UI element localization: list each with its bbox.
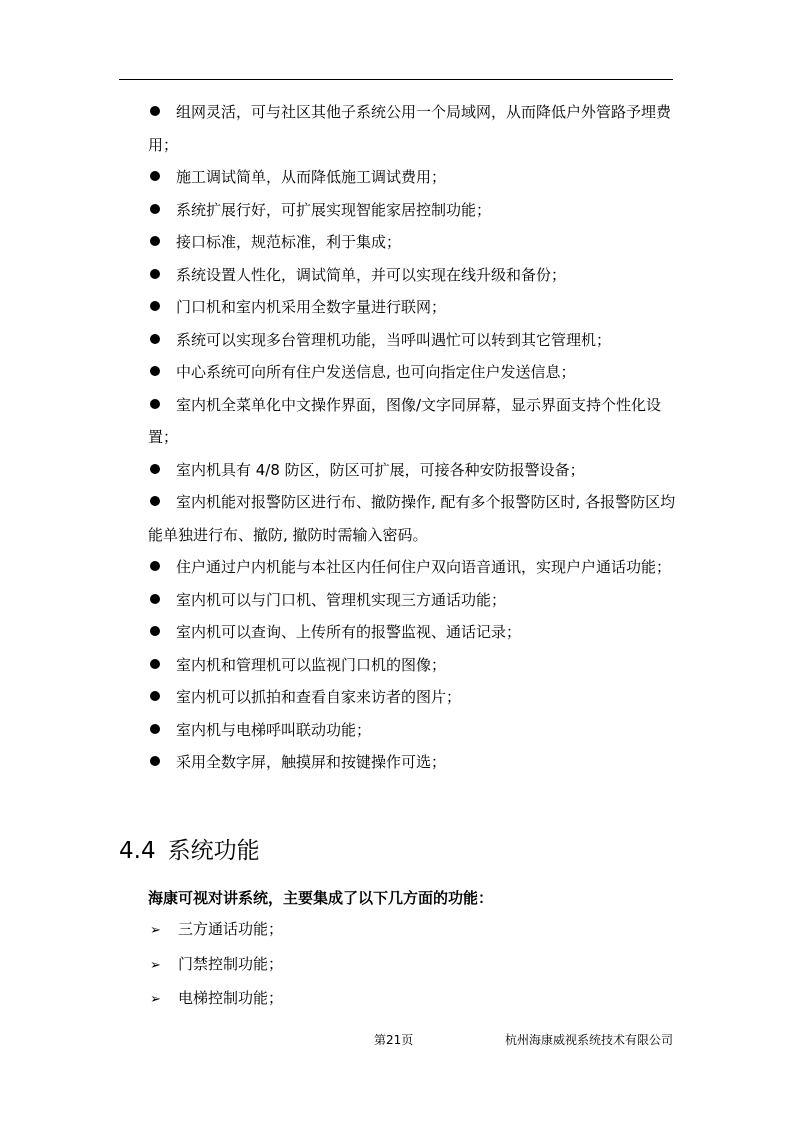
bullet-dot-icon — [150, 334, 160, 344]
bullet-dot-icon — [150, 756, 160, 766]
list-item — [148, 291, 678, 324]
list-item — [148, 226, 678, 259]
arrow-bullet-icon: ➢ — [150, 923, 161, 938]
list-item — [148, 913, 283, 948]
list-item-text: 三方通话功能； — [178, 920, 284, 938]
section-intro: 海康可视对讲系统，主要集成了以下几方面的功能： — [148, 889, 494, 907]
bullet-dot-icon — [150, 496, 160, 506]
list-item — [148, 96, 678, 161]
section-number: 4.4 — [119, 838, 156, 864]
page-number: 第21页 — [374, 1033, 414, 1047]
arrow-bullet-icon: ➢ — [150, 992, 161, 1007]
list-item-text: 中心系统可向所有住户发送信息, 也可向指定住户发送信息； — [176, 363, 576, 381]
feature-bullet-list — [148, 96, 678, 779]
list-item-text: 住户通过户内机能与本社区内任何住户双向语音通讯，实现户户通话功能； — [176, 558, 672, 576]
list-item-text: 室内机能对报警防区进行布、撤防操作, 配有多个报警防区时, 各报警防区均能单独进行布、撤防, 撤防时需输入密码。 — [148, 493, 676, 544]
bullet-dot-icon — [150, 594, 160, 604]
list-item-text: 采用全数字屏，触摸屏和按键操作可选； — [176, 753, 447, 771]
list-item-text: 室内机全菜单化中文操作界面，图像/文字同屏幕，显示界面支持个性化设置； — [148, 395, 662, 446]
arrow-bullet-icon: ➢ — [150, 957, 161, 973]
section-heading — [119, 833, 260, 869]
bullet-dot-icon — [150, 691, 160, 701]
list-item — [148, 551, 678, 584]
bullet-dot-icon — [150, 561, 160, 571]
list-item-text: 接口标准，规范标准，利于集成； — [176, 233, 402, 251]
list-item-text: 门口机和室内机采用全数字量进行联网； — [176, 298, 447, 316]
list-item — [148, 259, 678, 292]
list-item-text: 门禁控制功能； — [178, 954, 284, 973]
list-item — [148, 454, 678, 487]
list-item — [148, 389, 678, 454]
bullet-dot-icon — [150, 171, 160, 181]
bullet-dot-icon — [150, 366, 160, 376]
list-item-text: 组网灵活，可与社区其他子系统公用一个局域网，从而降低户外管路予埋费用； — [148, 103, 672, 154]
bullet-dot-icon — [150, 236, 160, 246]
bullet-dot-icon — [150, 724, 160, 734]
list-item-text: 室内机和管理机可以监视门口机的图像； — [176, 655, 447, 674]
list-item — [148, 681, 678, 714]
list-item — [148, 982, 283, 1017]
bullet-dot-icon — [150, 399, 160, 409]
list-item — [148, 649, 678, 682]
list-item-text: 系统设置人性化，调试简单，并可以实现在线升级和备份； — [176, 265, 567, 284]
list-item-text: 电梯控制功能； — [178, 989, 284, 1007]
function-list — [148, 913, 283, 1017]
list-item-text: 施工调试简单，从而降低施工调试费用； — [176, 168, 447, 186]
list-item-text: 室内机可以抓拍和查看自家来访者的图片； — [176, 688, 462, 706]
list-item — [148, 161, 678, 194]
list-item — [148, 746, 678, 779]
bullet-dot-icon — [150, 659, 160, 669]
list-item — [148, 324, 678, 357]
list-item-text: 室内机可以查询、上传所有的报警监视、通话记录； — [176, 623, 522, 641]
section-title: 系统功能 — [167, 838, 260, 864]
header-rule — [119, 79, 673, 80]
list-item — [148, 194, 678, 227]
bullet-dot-icon — [150, 106, 160, 116]
list-item-text: 室内机与电梯呼叫联动功能； — [176, 720, 372, 739]
list-item — [148, 584, 678, 617]
bullet-dot-icon — [150, 464, 160, 474]
bullet-dot-icon — [150, 626, 160, 636]
list-item — [148, 948, 283, 983]
bullet-dot-icon — [150, 204, 160, 214]
list-item — [148, 356, 678, 389]
bullet-dot-icon — [150, 269, 160, 279]
list-item — [148, 486, 678, 551]
company-name: 杭州海康威视系统技术有限公司 — [505, 1033, 674, 1047]
list-item — [148, 616, 678, 649]
list-item — [148, 714, 678, 747]
list-item-text: 系统扩展行好，可扩展实现智能家居控制功能； — [176, 200, 492, 219]
list-item-text: 室内机可以与门口机、管理机实现三方通话功能； — [176, 590, 507, 609]
list-item-text: 系统可以实现多台管理机功能，当呼叫遇忙可以转到其它管理机； — [176, 330, 612, 349]
bullet-dot-icon — [150, 301, 160, 311]
list-item-text: 室内机具有 4/8 防区，防区可扩展，可接各种安防报警设备； — [176, 460, 585, 479]
